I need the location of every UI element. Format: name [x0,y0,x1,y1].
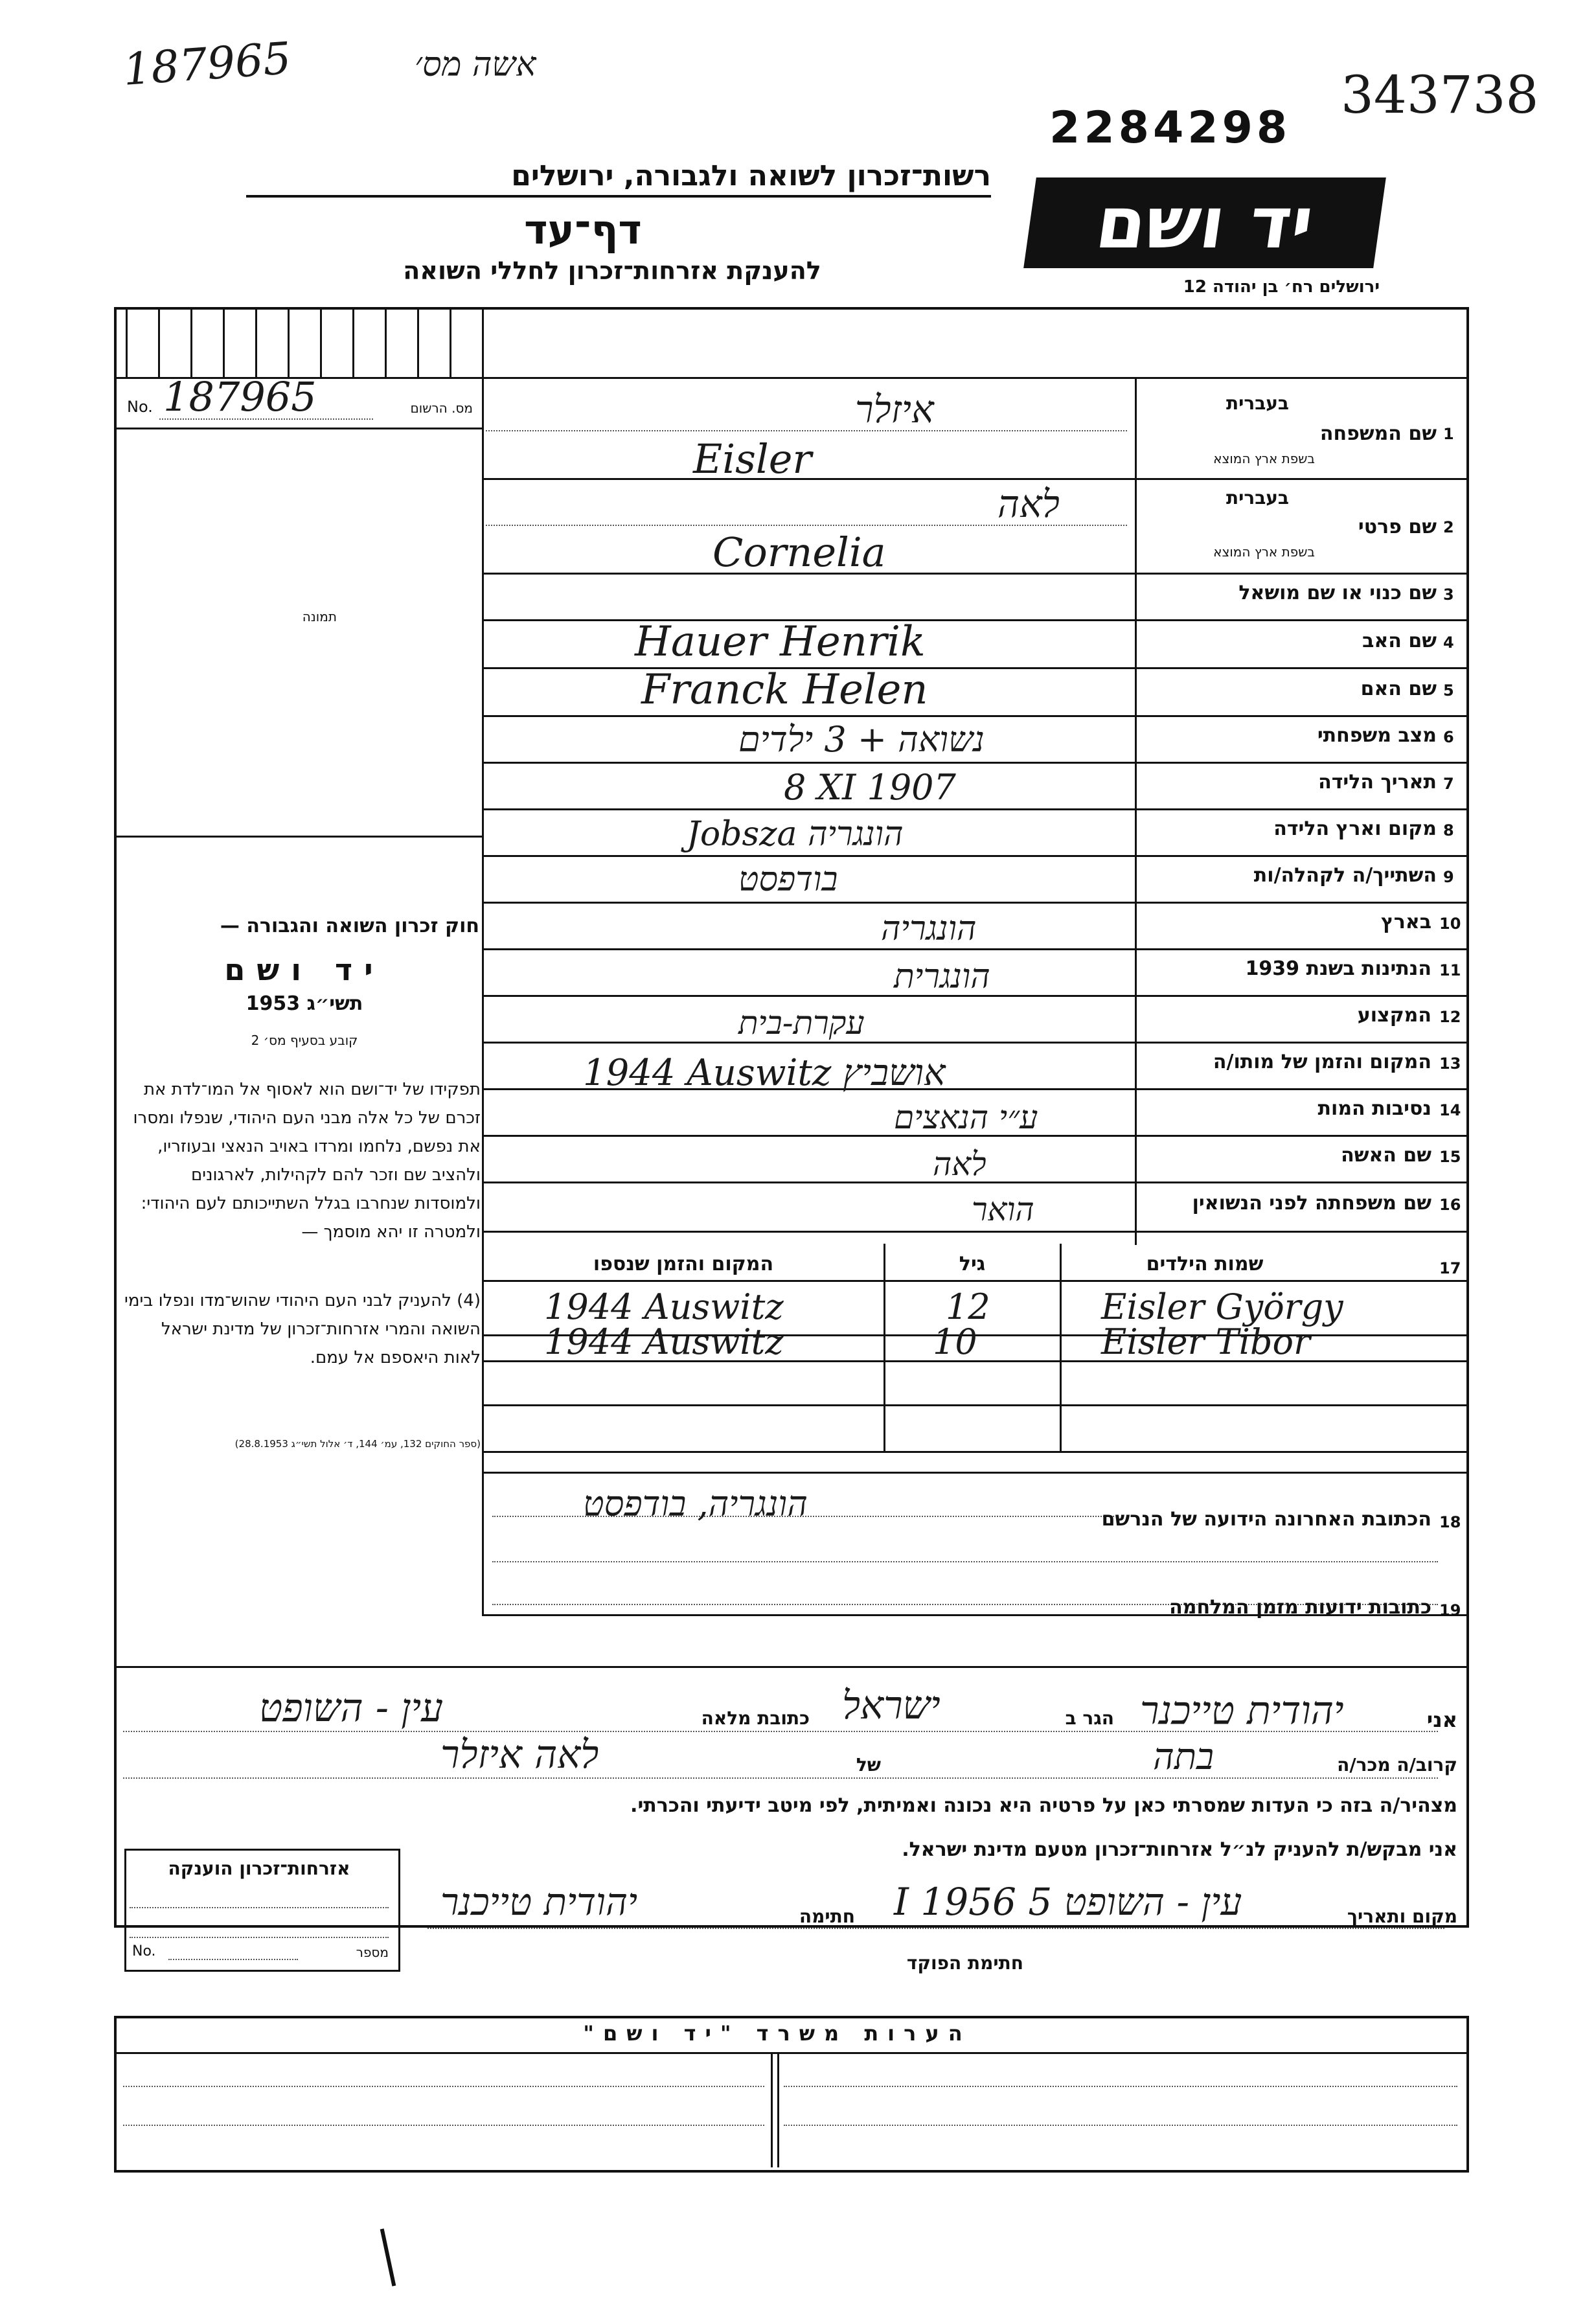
field-19-label: כתובות ידועות מזמן המלחמה [1169,1596,1431,1619]
field-3-label: שם כנוי או שם מושאל [1238,582,1437,604]
child-2-place: 1944 Auswitz [544,1321,784,1362]
address: ירושלים רח׳ בן יהודה 12 [1183,277,1380,297]
stamp-top-left-note: אשה מס׳ [415,45,536,84]
decl-resides-label: הגר ב [1065,1707,1114,1729]
field-1-value-origin: Eisler [693,435,812,483]
field-4-number: 4 [1443,634,1454,652]
field-3-number: 3 [1443,586,1454,604]
photo-label: תמונה [302,609,337,624]
field-5-number: 5 [1443,681,1454,700]
child-1-place: 1944 Auswitz [544,1286,784,1327]
law-source: (ספר החוקים 132, עמ׳ 144, ד׳ אלול תשי״ג 28.8.1953) [234,1438,481,1450]
field-18-value: הונגריה, בודפסט [583,1483,808,1524]
stamp-top-left-number: 187965 [121,33,293,96]
field-16-label: שם משפחתה לפני הנשואין [1192,1192,1431,1215]
field-16-number: 16 [1439,1196,1461,1214]
decl-relation: בתה [1153,1736,1214,1778]
decl-of-name: לאה איזלר [440,1732,599,1777]
field-7-number: 7 [1443,775,1454,793]
decl-place-date-label: מקום ותאריך [1347,1906,1457,1927]
field-18-number: 18 [1439,1513,1461,1531]
field-6-value: נשואה + 3 ילדים [738,719,985,760]
decl-ani: אני [1426,1707,1457,1732]
field-12-value: עקרת-בית [738,1004,865,1042]
field-4-value: Hauer Henrik [635,618,926,666]
stamp-center-number: 2284298 [1049,102,1292,154]
child-2-age: 10 [933,1321,977,1362]
decl-statement-2: אני מבקש/ת להעניק לנ״ל אזרחות־זכרון מטעם מדינת ישראל. [902,1838,1457,1861]
registration-label: מס. הרשום [410,400,473,416]
field-1-sub-hebrew: בעברית [1226,393,1289,414]
field-6-number: 6 [1443,728,1454,746]
decl-of-label: של [856,1754,881,1775]
field-1-value-hebrew: איזלר [855,387,934,431]
field-2-sub-origin: בשפת ארץ המוצא [1213,544,1315,560]
field-2-sub-hebrew: בעברית [1226,487,1289,508]
field-12-label: המקצוע [1357,1004,1431,1027]
field-10-number: 10 [1439,915,1461,933]
field-9-number: 9 [1443,868,1454,886]
field-2-label: שם פרטי [1358,516,1437,538]
award-prefix: No. [132,1943,156,1959]
award-title: אזרחות־זכרון הוענקה [168,1858,350,1879]
office-notes-frame [114,2016,1469,2173]
field-15-value: לאה [933,1145,986,1183]
field-8-label: מקום וארץ הלידה [1273,817,1437,840]
field-1-number: 1 [1443,425,1454,443]
field-15-number: 15 [1439,1148,1461,1166]
field-17-number: 17 [1439,1259,1461,1277]
children-col-names: שמות הילדים [1146,1253,1264,1275]
field-11-label: הנתינות בשנת 1939 [1245,957,1431,980]
field-10-value: הונגריה [881,909,977,948]
field-5-value: Franck Helen [641,666,928,714]
field-5-label: שם האם [1360,678,1437,700]
children-col-place: המקום והזמן שנספו [593,1253,774,1275]
decl-officer-label: חתימת הפוקד [906,1952,1023,1974]
form-title: דף־עד [524,206,642,253]
child-1-name: Eisler György [1101,1286,1343,1327]
law-name: יד ושם [224,952,385,987]
field-12-number: 12 [1439,1008,1461,1026]
field-2-number: 2 [1443,518,1454,536]
decl-relative-label: קרוב/ה מכר/ה [1337,1754,1457,1775]
decl-signature-label: חתימה [799,1906,855,1927]
decl-declarant: יהודית טייכנר [1140,1688,1344,1733]
decl-signature-value: יהודית טייכנר [440,1880,638,1924]
decl-full-address-label: כתובת מלאה [701,1707,810,1729]
field-7-value: 8 XI 1907 [784,767,956,808]
law-title: חוק זכרון השואה והגבורה — [220,915,479,937]
field-11-value: הונגרית [894,957,990,996]
stray-mark [380,2228,396,2286]
decl-place-date-value: עין - השופט 5 I 1956 [894,1880,1242,1924]
logo: יד ושם [1023,177,1386,268]
field-8-number: 8 [1443,821,1454,839]
children-col-age: גיל [959,1253,986,1275]
field-9-label: השתייך/ה לקהלה/ות [1253,864,1437,887]
field-4-label: שם האב [1362,630,1437,652]
field-8-value: Jobsza הונגריה [687,815,904,854]
field-2-value-origin: Cornelia [712,529,886,576]
field-16-value: הואר [972,1191,1034,1228]
field-18-label: הכתובת האחרונה הידועה של הנרשם [1101,1508,1431,1531]
field-19-number: 19 [1439,1601,1461,1619]
decl-statement-1: מצהיר/ה בזה כי העדות שמסרתי כאן על פרטיה היא נכונה ואמיתית, לפי מיטב ידיעתי והכרתי. [630,1794,1457,1817]
field-9-value: בודפסט [738,860,838,899]
registration-prefix: No. [127,398,153,416]
institution-name: רשות־זכרון לשואה ולגבורה, ירושלים [246,159,991,198]
field-7-label: תאריך הלידה [1318,771,1437,793]
field-13-label: המקום והזמן של מותו/ה [1213,1051,1431,1073]
law-section: קובע בסעיף מס׳ 2 [251,1033,358,1048]
field-14-value: ע״י הנאצים [894,1099,1038,1136]
law-paragraph-1: תפקידו של יד־ושם הוא לאסוף אל המו־לדת את זכרם של כל אלה מבני העם היהודי, שנפלו ומסרו את נפשם, נלחמו ומרדו באויב הנאצי ובעוזריו, ולהציב שם וזכר להם לקהילות, לארגונים ולמוסדות שנחרבו בגלל השתייכותם לעם היהודי: ולמטרה זו יהא מוסמך — [133,1080,481,1242]
field-14-number: 14 [1439,1101,1461,1119]
stamp-top-right-number: 343738 [1341,65,1539,125]
decl-full-address: עין - השופט [259,1685,444,1731]
award-num-label: מספר [356,1945,389,1960]
child-1-age: 12 [946,1286,990,1327]
law-year: תשי״ג 1953 [245,992,363,1015]
field-15-label: שם האשה [1341,1144,1431,1167]
field-1-sub-origin: בשפת ארץ המוצא [1213,451,1315,466]
office-notes-title: הערות משרד "יד ושם" [583,2021,972,2046]
field-6-label: מצב משפחתי [1317,724,1437,747]
field-10-label: בארץ [1380,911,1431,933]
field-14-label: נסיבות המות [1317,1097,1431,1120]
law-paragraph-2: (4) להעניק לבני העם היהודי שהוש־מדו ונפלו בימי השואה והמרי אזרחות־זכרון של מדינת ישראל לאות היאספם אל עמם. [124,1291,481,1367]
field-13-value: 1944 Auswitz אושביץ [583,1052,946,1094]
child-2-name: Eisler Tibor [1101,1321,1310,1362]
registration-value: 187965 [163,373,317,420]
field-11-number: 11 [1439,961,1461,979]
decl-country: ישראל [842,1683,940,1728]
field-2-value-hebrew: לאה [998,482,1060,526]
field-13-number: 13 [1439,1055,1461,1073]
form-subtitle: להענקת אזרחות־זכרון לחללי השואה [403,257,821,285]
field-1-label: שם המשפחה [1319,422,1437,445]
